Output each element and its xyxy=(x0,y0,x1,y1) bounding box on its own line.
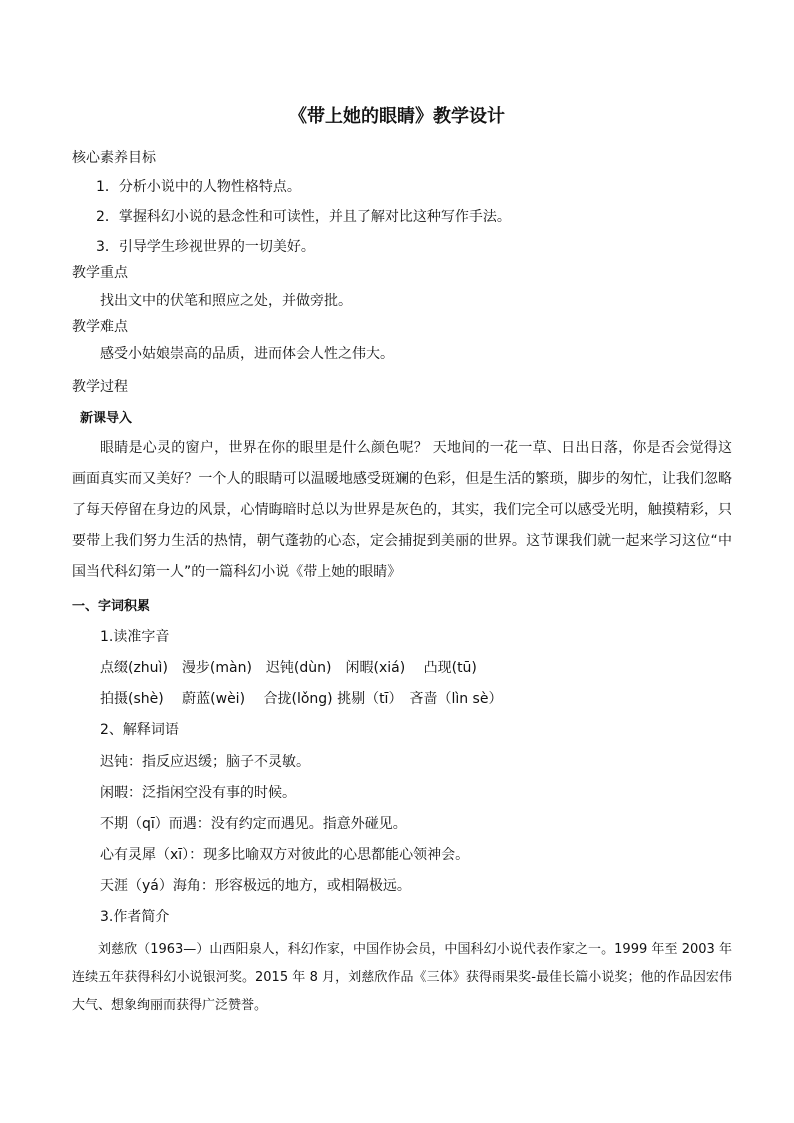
core-goal-2: 2．掌握科幻小说的悬念性和可读性，并且了解对比这种写作手法。 xyxy=(96,209,511,225)
core-goal-3: 3．引导学生珍视世界的一切美好。 xyxy=(96,239,315,255)
author-heading: 3.作者简介 xyxy=(100,909,170,925)
definition-item: 心有灵犀（xī）：现多比喻双方对彼此的心思都能心领神会。 xyxy=(100,847,470,863)
intro-paragraph: 眼睛是心灵的窗户，世界在你的眼里是什么颜色呢？ 天地间的一花一草、日出日落，你是否会觉得这画面真实而又美好？一个人的眼睛可以温暖地感受斑斓的色彩，但是生活的繁琐，脚步的匆忙，让我们忽略了每天停留在身边的风景，心情晦暗时总以为世界是灰色的，其实，我们完全可以感受光明，触摸精彩，只要带上我们努力生活的热情，朝气蓬勃的心态，定会捕捉到美丽的世界。这节课我们就一起来学习这位“中国当代科幻第一人”的一篇科幻小说《带上她的眼睛》 xyxy=(72,440,732,580)
author-paragraph: 刘慈欣（1963—）山西阳泉人，科幻作家，中国作协会员，中国科幻小说代表作家之一。1999 年至 2003 年连续五年获得科幻小说银河奖。2015 年 8 月，刘慈欣作品《三体》获得雨果奖-最佳长篇小说奖；他的作品因宏伟大气、想象绚丽而获得广泛赞誉。 xyxy=(72,942,732,1013)
pronunciation-line-1: 点缀(zhuì) 漫步(màn) 迟钝(dùn) 闲暇(xiá) 凸现(tū) xyxy=(100,660,477,676)
definitions-heading: 2、解释词语 xyxy=(100,722,179,738)
intro-heading: 新课导入 xyxy=(80,411,133,426)
focus-text: 找出文中的伏笔和照应之处，并做旁批。 xyxy=(100,293,352,309)
difficulty-heading: 教学难点 xyxy=(72,319,128,335)
pronunciation-heading: 1.读准字音 xyxy=(100,629,170,645)
document-title: 《带上她的眼睛》教学设计 xyxy=(289,106,505,127)
core-goal-1: 1．分析小说中的人物性格特点。 xyxy=(96,179,301,195)
process-heading: 教学过程 xyxy=(72,379,128,395)
core-goals-heading: 核心素养目标 xyxy=(72,150,156,166)
definition-item: 迟钝：指反应迟缓；脑子不灵敏。 xyxy=(100,754,310,770)
definition-item: 天涯（yá）海角：形容极远的地方，或相隔极远。 xyxy=(100,878,411,894)
difficulty-text: 感受小姑娘崇高的品质，进而体会人性之伟大。 xyxy=(100,346,394,362)
definition-item: 不期（qī）而遇：没有约定而遇见。指意外碰见。 xyxy=(100,816,407,832)
focus-heading: 教学重点 xyxy=(72,265,128,281)
pronunciation-line-2: 拍摄(shè) 蔚蓝(wèi) 合拢(lǒng) 挑剔（tī） 吝啬（lìn sè） xyxy=(100,691,503,707)
definition-item: 闲暇：泛指闲空没有事的时候。 xyxy=(100,785,296,801)
section1-heading: 一、字词积累 xyxy=(72,599,151,614)
